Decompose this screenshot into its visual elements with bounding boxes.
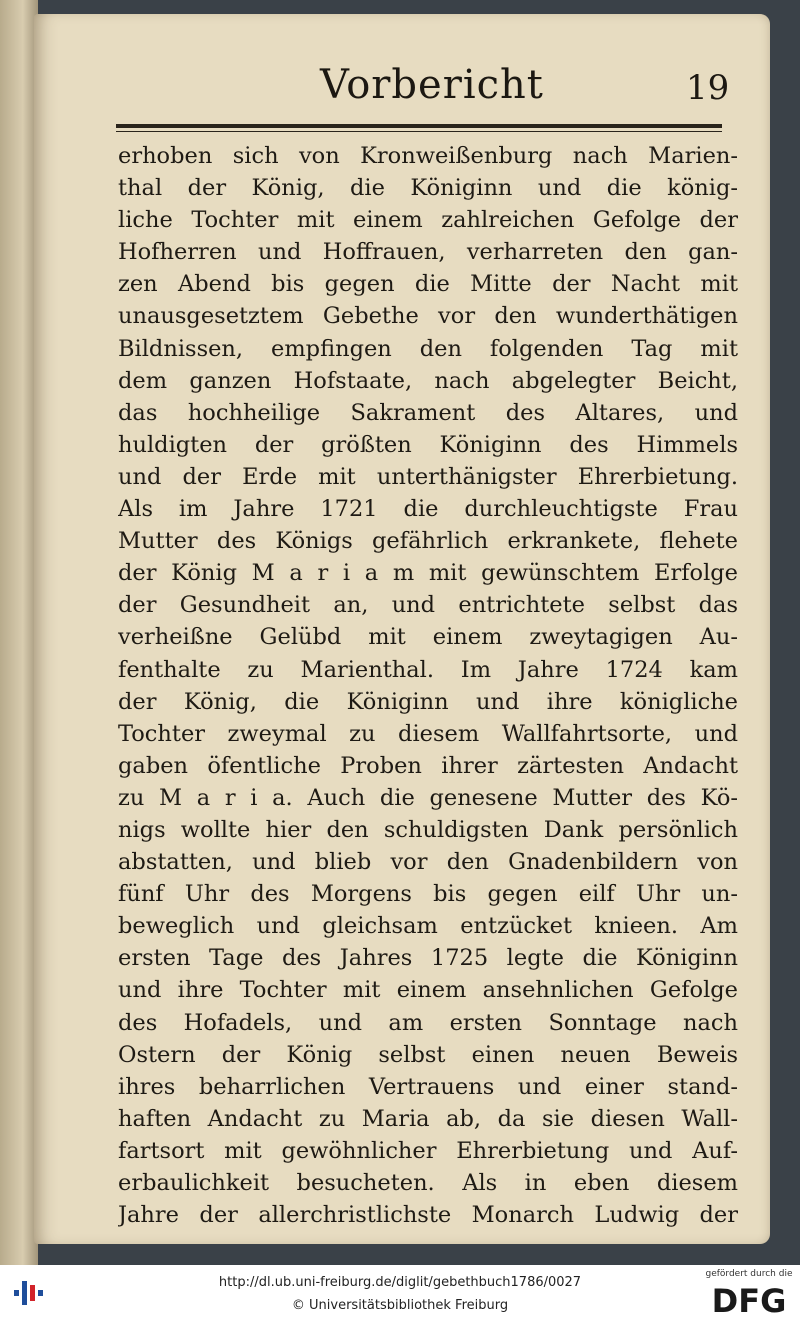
text-line: haften Andacht zu Maria ab, da sie diesen Wall- <box>118 1105 738 1132</box>
running-head: Vorbericht <box>320 62 544 108</box>
header-rule <box>116 124 722 128</box>
text-line: Jahre der allerchristlichste Monarch Ludwig der <box>118 1202 738 1229</box>
text-line: abstatten, und blieb vor den Gnadenbildern von <box>118 849 738 876</box>
text-line: der König, die Königinn und ihre königliche <box>118 688 738 715</box>
body-text <box>118 140 738 1231</box>
text-line: der Gesundheit an, und entrichtete selbst das <box>118 592 738 619</box>
text-line: der König M a r i a m mit gewünschtem Erfolge <box>118 560 738 587</box>
text-line: ihres beharrlichen Vertrauens und einer stand- <box>118 1073 738 1100</box>
text-line: huldigten der größten Königinn des Himmels <box>118 431 738 458</box>
text-line: dem ganzen Hofstaate, nach abgelegter Beicht, <box>118 367 738 394</box>
text-line: Mutter des Königs gefährlich erkrankete, flehete <box>118 528 738 555</box>
text-line: zu M a r i a. Auch die genesene Mutter des Kö- <box>118 784 738 811</box>
text-line: verheißne Gelübd mit einem zweytagigen Au- <box>118 624 738 651</box>
text-line: thal der König, die Königinn und die könig- <box>118 175 738 202</box>
text-line: nigs wollte hier den schuldigsten Dank persönlich <box>118 816 738 843</box>
text-line: das hochheilige Sakrament des Altares, und <box>118 399 738 426</box>
copyright-notice: © Universitätsbibliothek Freiburg <box>291 1298 509 1313</box>
text-line: Bildnissen, empfingen den folgenden Tag mit <box>118 335 738 362</box>
dfg-logo-text: DFG <box>711 1282 787 1317</box>
text-line: Als im Jahre 1721 die durchleuchtigste Frau <box>118 496 738 523</box>
text-line: Ostern der König selbst einen neuen Beweis <box>118 1041 738 1068</box>
text-line: beweglich und gleichsam entzücket knieen. Am <box>118 913 738 940</box>
text-line: erbaulichkeit besucheten. Als in eben diesem <box>118 1170 738 1196</box>
text-line: und der Erde mit unterthänigster Ehrerbietung. <box>118 463 738 490</box>
text-line: fartsort mit gewöhnlicher Ehrerbietung und Auf- <box>118 1137 738 1164</box>
viewer-footer <box>0 1265 800 1321</box>
text-line: Hofherren und Hoffrauen, verharreten den gan- <box>118 239 738 266</box>
text-line: erhoben sich von Kronweißenburg nach Marien- <box>118 143 738 169</box>
text-line: unausgesetztem Gebethe vor den wunderthätigen <box>118 303 738 330</box>
header-rule-thin <box>116 131 722 132</box>
source-url-link[interactable]: http://dl.ub.uni-freiburg.de/diglit/gebethbuch1786/0027 <box>218 1275 582 1290</box>
text-line: fenthalte zu Marienthal. Im Jahre 1724 kam <box>118 656 738 683</box>
text-line: fünf Uhr des Morgens bis gegen eilf Uhr un- <box>118 881 738 908</box>
text-line: ersten Tage des Jahres 1725 legte die Königinn <box>118 945 738 972</box>
text-line: liche Tochter mit einem zahlreichen Gefolge der <box>118 207 738 234</box>
funder-caption: gefördert durch die <box>705 1269 793 1279</box>
text-line: und ihre Tochter mit einem ansehnlichen Gefolge <box>118 977 738 1004</box>
book-left-page-edge <box>0 0 38 1265</box>
dfg-logo-icon <box>705 1281 793 1317</box>
page-number: 19 <box>686 68 730 108</box>
text-line: gaben öfentliche Proben ihrer zärtesten Andacht <box>118 752 738 779</box>
text-line: Tochter zweymal zu diesem Wallfahrtsorte, und <box>118 720 738 747</box>
text-line: zen Abend bis gegen die Mitte der Nacht mit <box>118 271 738 298</box>
text-line: des Hofadels, und am ersten Sonntage nach <box>118 1009 738 1036</box>
